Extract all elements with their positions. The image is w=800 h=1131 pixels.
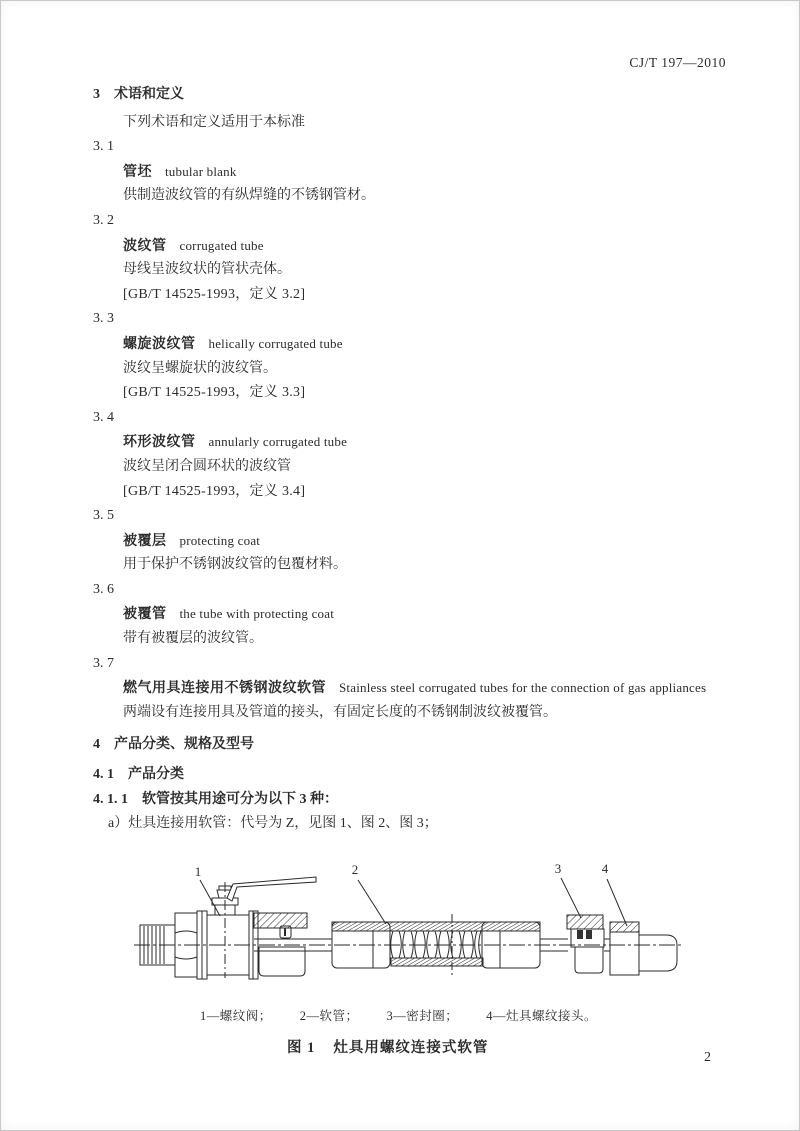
seal-nut-section <box>567 915 603 929</box>
doc-code-header: CJ/T 197—2010 <box>629 55 726 70</box>
section4-title: 产品分类、规格及型号 <box>114 737 254 753</box>
entry-3-2-source: [GB/T 14525-1993，定义 3.2] <box>123 286 306 302</box>
entry-3-6-number: 3. 6 <box>93 581 114 597</box>
section4-1-heading: 4. 1 产品分类 <box>93 767 184 783</box>
entry-3-2-definition: 母线呈波纹状的管状壳体。 <box>123 262 291 278</box>
part-label-1: 1 <box>194 864 202 879</box>
section4-heading <box>93 733 793 758</box>
leader-4 <box>607 879 627 926</box>
entry-3-4-number: 3. 4 <box>93 409 114 425</box>
entry-3-1-definition: 供制造波纹管的有纵焊缝的不锈钢管材。 <box>123 188 375 204</box>
entry-3-7-definition: 两端设有连接用具及管道的接头，有固定长度的不锈钢制波纹被覆管。 <box>123 704 557 720</box>
section3-intro: 下列术语和定义适用于本标准 <box>123 114 305 130</box>
section4-number: 4 <box>93 737 100 753</box>
stove-connector-section <box>610 922 639 932</box>
entry-3-1-term: 管坯 tubular blank <box>123 163 237 180</box>
entry-3-2-term: 波纹管 corrugated tube <box>123 237 264 254</box>
entry-3-2-number: 3. 2 <box>93 212 114 228</box>
section3-title: 术语和定义 <box>114 87 184 102</box>
figure-legend <box>200 1006 597 1024</box>
section3-heading <box>93 83 793 108</box>
entry-3-3-number: 3. 3 <box>93 311 114 327</box>
hose-assembly-drawing <box>130 852 690 1012</box>
entry-3-1-number: 3. 1 <box>93 139 114 155</box>
entry-3-5-term: 被覆层 protecting coat <box>123 532 261 549</box>
leader-3 <box>561 878 581 918</box>
entry-3-6-definition: 带有被覆层的波纹管。 <box>123 631 263 647</box>
seal-ring-right <box>586 930 592 939</box>
valve-handle <box>227 877 316 901</box>
page-number: 2 <box>704 1050 711 1065</box>
item-a: a）灶具连接用软管：代号为 Z，见图 1、图 2、图 3； <box>108 816 438 832</box>
part-label-2: 2 <box>351 862 359 877</box>
seal-ring-left <box>577 930 583 939</box>
entry-3-3-source: [GB/T 14525-1993，定义 3.3] <box>123 385 306 401</box>
figure-1 <box>130 852 730 1082</box>
entry-3-4-term: 环形波纹管 annularly corrugated tube <box>123 434 348 451</box>
stove-connector-extension <box>639 935 677 971</box>
leader-2 <box>358 880 386 924</box>
connector-nut-section <box>254 913 307 928</box>
figure-caption <box>287 1036 488 1057</box>
entry-3-5-number: 3. 5 <box>93 508 114 524</box>
hose-braid-band-top <box>332 922 540 931</box>
document-body <box>93 83 793 837</box>
entry-3-5-definition: 用于保护不锈钢波纹管的包覆材料。 <box>123 557 347 573</box>
legend-item-2: 2—软管； <box>299 1009 359 1023</box>
part-label-4: 4 <box>601 861 609 876</box>
legend-item-4: 4—灶具螺纹接头。 <box>486 1009 598 1023</box>
hose-braid-band-bottom <box>391 958 483 966</box>
legend-item-1: 1—螺纹阀； <box>200 1009 272 1023</box>
figure-caption-label: 图 1 <box>287 1040 316 1056</box>
entry-3-4-definition: 波纹呈闭合圆环状的波纹管 <box>123 458 291 474</box>
part-label-3: 3 <box>554 861 562 876</box>
entry-3-7-number: 3. 7 <box>93 655 114 671</box>
entry-3-6-term: 被覆管 the tube with protecting coat <box>123 606 335 623</box>
entry-3-3-definition: 波纹呈螺旋状的波纹管。 <box>123 360 277 376</box>
entry-3-4-source: [GB/T 14525-1993，定义 3.4] <box>123 483 306 499</box>
figure-caption-title: 灶具用螺纹连接式软管 <box>333 1040 489 1056</box>
entry-3-3-term: 螺旋波纹管 helically corrugated tube <box>123 335 343 352</box>
seal-nut-lower <box>575 947 603 973</box>
section4-1-1-heading: 4. 1. 1 软管按其用途可分为以下 3 种： <box>93 791 338 807</box>
section3-number: 3 <box>93 87 100 102</box>
legend-item-3: 3—密封圈； <box>386 1009 459 1023</box>
entry-3-7-term: 燃气用具连接用不锈钢波纹软管 Stainless steel corrugated tubes for the connection of gas appliances <box>123 680 707 697</box>
